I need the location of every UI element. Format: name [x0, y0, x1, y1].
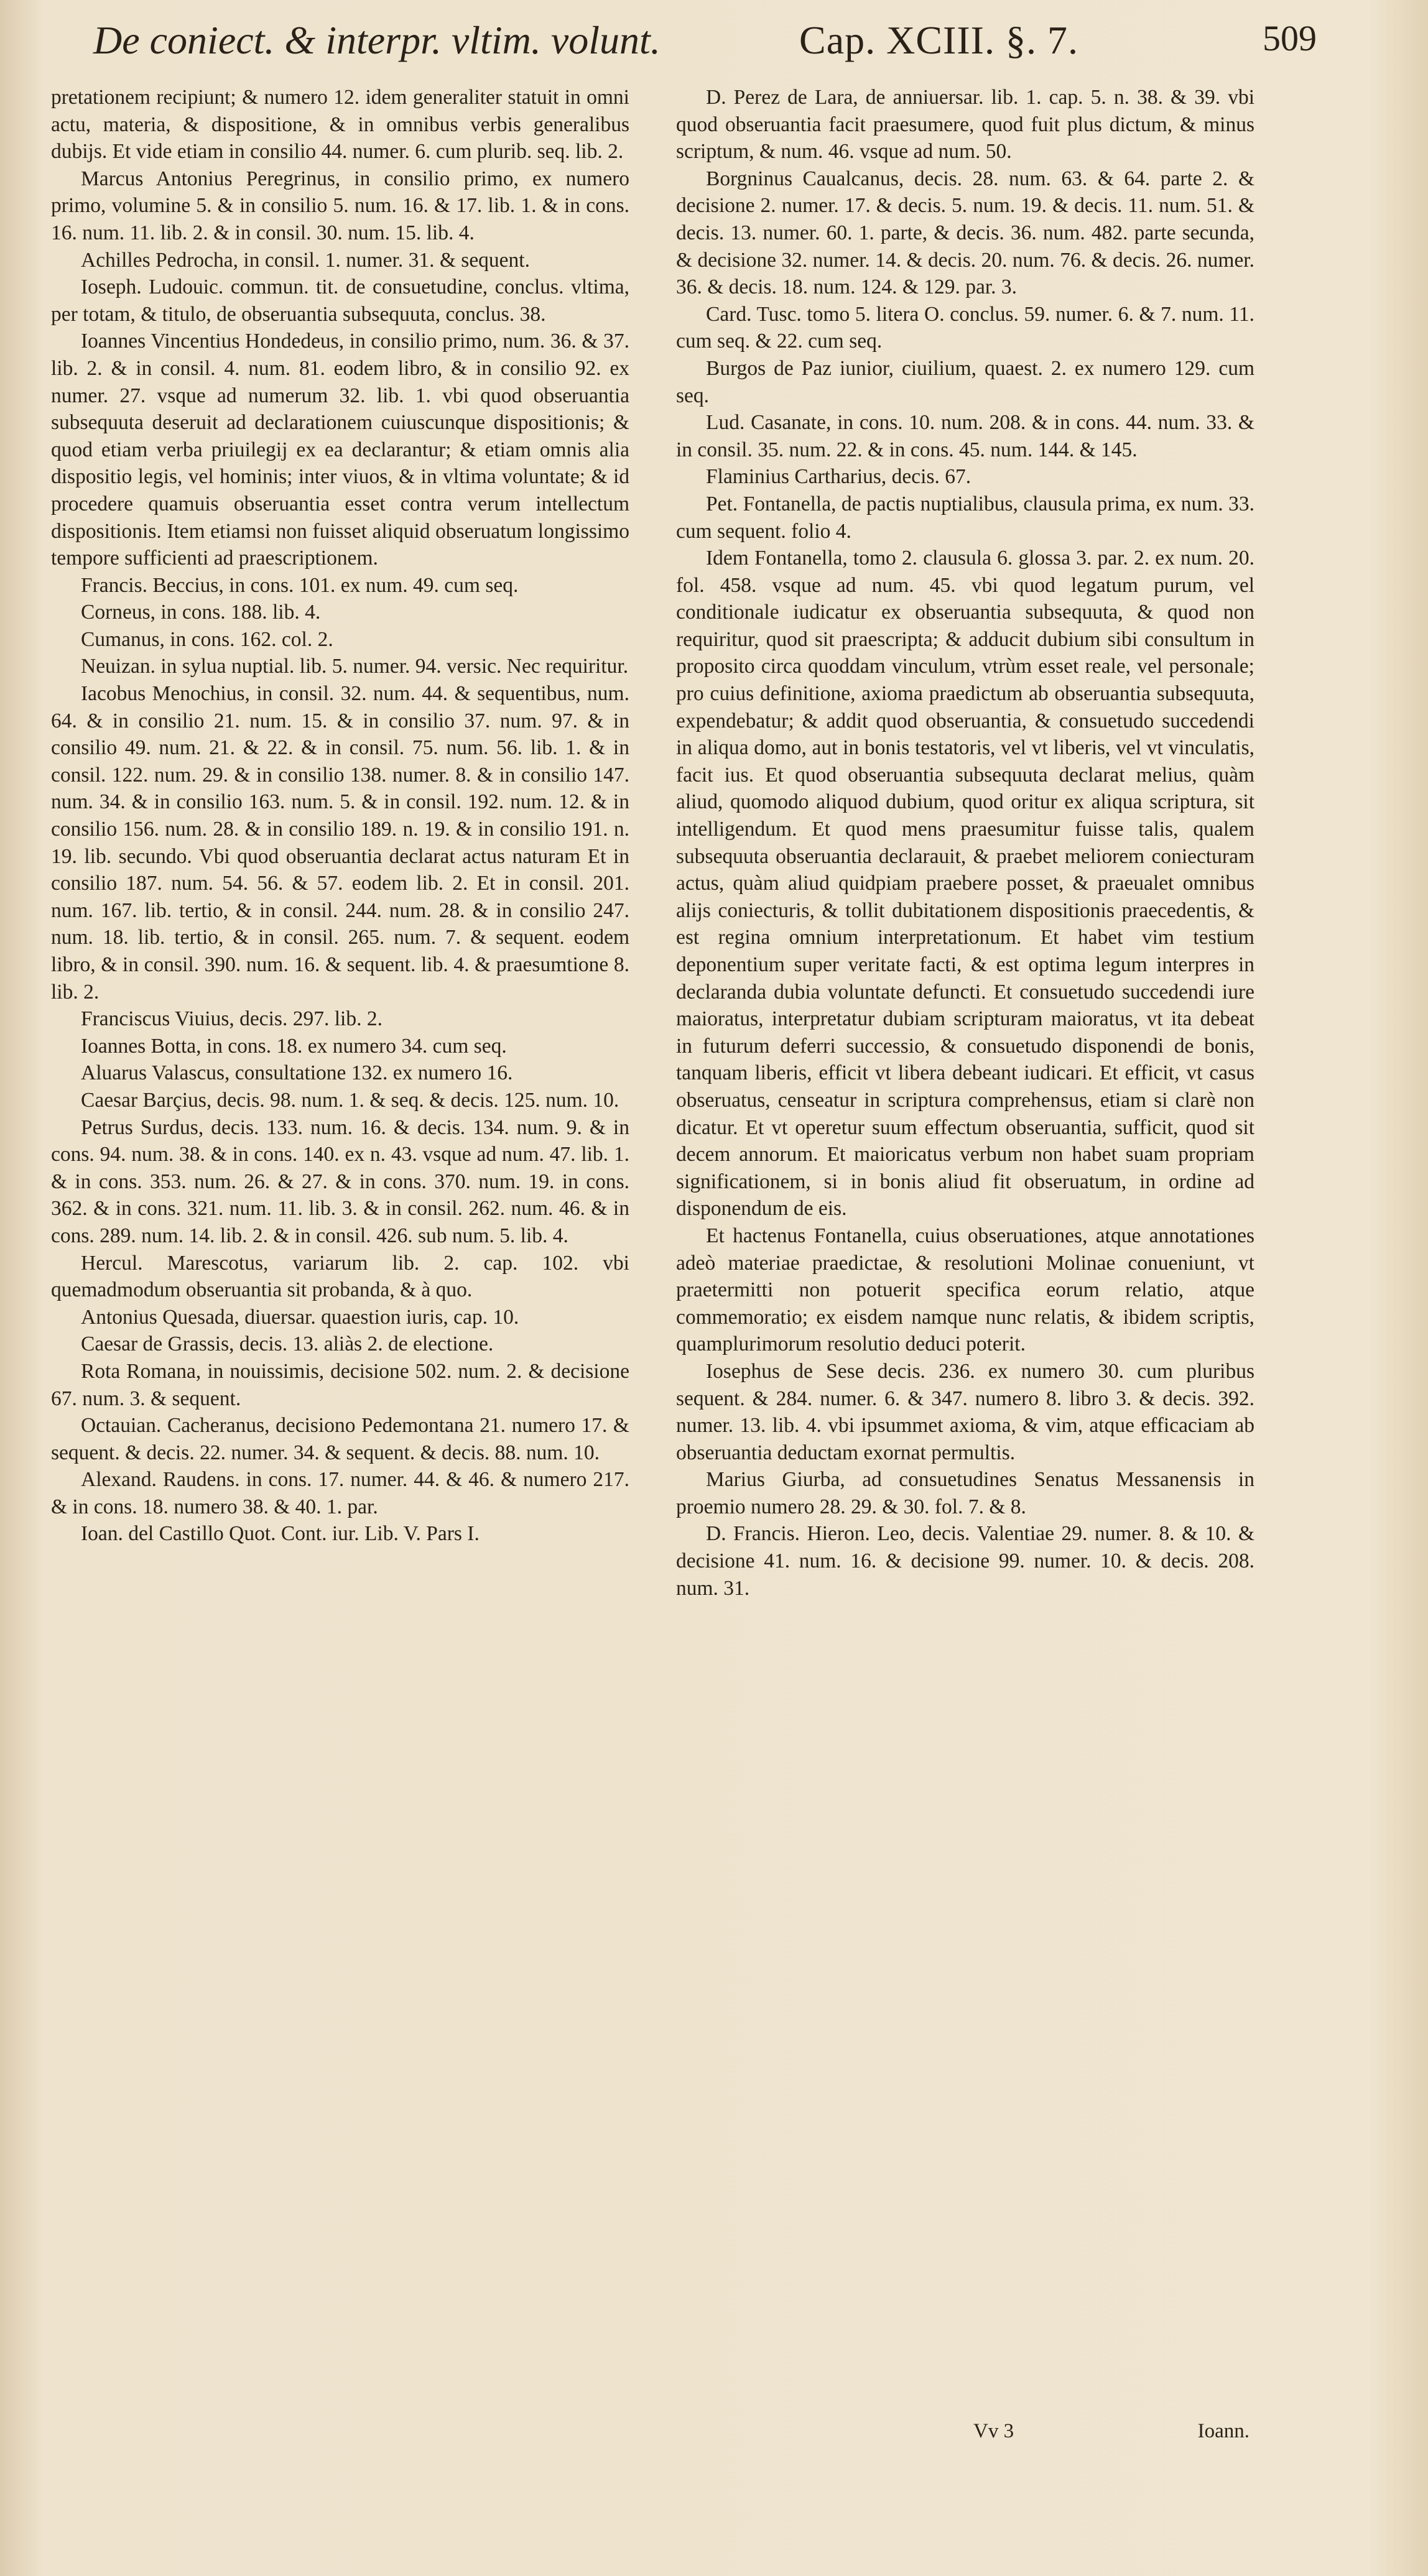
left-column: [51, 84, 629, 1548]
paragraph: Lud. Casanate, in cons. 10. num. 208. & in cons. 44. num. 33. & in consil. 35. num. 22. & in cons. 45. num. 144. & 145.: [676, 411, 1254, 461]
running-footnote: Ioan. del Castillo Quot. Cont. iur. Lib. V. Pars I.: [81, 1522, 480, 1546]
paragraph: Antonius Quesada, diuersar. quaestion iuris, cap. 10.: [81, 1305, 519, 1329]
paragraph: Caesar de Grassis, decis. 13. aliàs 2. de electione.: [81, 1332, 494, 1356]
paragraph: Burgos de Paz iunior, ciuilium, quaest. 2. ex numero 129. cum seq.: [676, 356, 1254, 407]
paragraph: Card. Tusc. tomo 5. litera O. conclus. 59. numer. 6. & 7. num. 11. cum seq. & 22. cum seq.: [676, 302, 1254, 353]
chapter-reference: Cap. XCIII. §. 7.: [799, 18, 1078, 62]
paragraph: Flaminius Cartharius, decis. 67.: [706, 465, 971, 489]
paragraph: pretationem recipiunt; & numero 12. idem generaliter statuit in omni actu, materia, & dispositione, & in omnibus verbis generalibus dubijs. Et vide etiam in consilio 44. numer. 6. cum plurib. seq. lib. 2.: [51, 86, 629, 164]
paragraph: Marius Giurba, ad consuetudines Senatus Messanensis in proemio numero 28. 29. & 30. fol. 7. & 8.: [676, 1468, 1254, 1518]
paragraph: Octauian. Cacheranus, decisiono Pedemontana 21. numero 17. & sequent. & decis. 22. numer. 34. & sequent. & decis. 88. num. 10.: [51, 1414, 629, 1464]
paragraph: Alexand. Raudens. in cons. 17. numer. 44. & 46. & numero 217. & in cons. 18. numero 38. & 40. 1. par.: [51, 1468, 629, 1518]
paragraph: Ioannes Botta, in cons. 18. ex numero 34. cum seq.: [81, 1034, 507, 1058]
paragraph: Petrus Surdus, decis. 133. num. 16. & decis. 134. num. 9. & in cons. 94. num. 38. & in cons. 140. ex n. 43. vsque ad num. 47. lib. 1. & in cons. 353. num. 26. & 27. & in cons. 370. num. 19. in cons. 362. & in cons. 321. num. 11. lib. 3. & in consil. 262. num. 46. & in cons. 289. num. 14. lib. 2. & in consil. 426. sub num. 5. lib. 4.: [51, 1115, 629, 1247]
catchword: Ioann.: [1197, 2420, 1250, 2442]
signature-mark: Vv 3: [973, 2420, 1014, 2442]
paragraph: Ioseph. Ludouic. commun. tit. de consuetudine, conclus. vltima, per totam, & titulo, de obseruantia subsequuta, conclus. 38.: [51, 275, 629, 326]
paragraph: D. Francis. Hieron. Leo, decis. Valentiae 29. numer. 8. & 10. & decisione 41. num. 16. & decisione 99. numer. 10. & decis. 208. num. 31.: [676, 1522, 1254, 1600]
paragraph: Hercul. Marescotus, variarum lib. 2. cap. 102. vbi quemadmodum obseruantia sit probanda, & à quo.: [51, 1251, 629, 1302]
paragraph: Neuizan. in sylua nuptial. lib. 5. numer. 94. versic. Nec requiritur.: [81, 655, 629, 678]
paragraph: Ioannes Vincentius Hondedeus, in consilio primo, num. 36. & 37. lib. 2. & in consil. 4. num. 81. eodem libro, & in consilio 92. ex numer. 27. vsque ad numerum 32. lib. 1. vbi quod obseruantia subsequuta deseruit ad declarationem cuiuscunque dispositionis; & quod etiam verba priuilegij ex ea declarantur; & etiam omnis alia dispositio legis, vel hominis; inter viuos, & in vltima voluntate; & id procedere quamuis obseruantia esset contra verum intellectum dispositionis. Item etiamsi non fuisset aliquid obseruatum longissimo tempore sufficienti ad praescriptionem.: [51, 330, 629, 570]
paragraph: Aluarus Valascus, consultatione 132. ex numero 16.: [81, 1061, 513, 1085]
paragraph: Francis. Beccius, in cons. 101. ex num. 49. cum seq.: [81, 573, 519, 597]
paragraph: Caesar Barçius, decis. 98. num. 1. & seq. & decis. 125. num. 10.: [81, 1088, 619, 1112]
paragraph: Rota Romana, in nouissimis, decisione 502. num. 2. & decisione 67. num. 3. & sequent.: [51, 1359, 629, 1410]
paragraph: Borgninus Caualcanus, decis. 28. num. 63. & 64. parte 2. & decisione 2. numer. 17. & decis. 5. num. 19. & decis. 11. num. 51. & decis. 13. numer. 60. 1. parte, & decis. 36. num. 482. parte secunda, & decisione 32. numer. 14. & decis. 20. num. 76. & decis. 26. numer. 36. & decis. 18. num. 124. & 129. par. 3.: [676, 167, 1254, 299]
paragraph: Achilles Pedrocha, in consil. 1. numer. 31. & sequent.: [81, 248, 530, 272]
paragraph: Franciscus Viuius, decis. 297. lib. 2.: [81, 1007, 382, 1031]
paragraph: Idem Fontanella, tomo 2. clausula 6. glossa 3. par. 2. ex num. 20. fol. 458. vsque ad num. 45. vbi quod legatum purum, vel conditionale iudicatur ex obseruantia subsequuta, & quod non requiritur, quod sit praescripta; & adducit dubium sibi consultum in proposito circa quoddam vinculum, vtrùm esset reale, vel personale; pro cuius definitione, axioma praedictum ab obseruantia subsequuta, expendebatur; & addit quod obseruantia, & consuetudo succedendi in aliqua domo, aut in bonis testatoris, vel vt liberis, vel vt vinculatis, facit ius. Et quod obseruantia subsequuta declarat melius, quàm aliud, quomodo aliquod dubium, quod oritur ex aliqua scriptura, sit intelligendum. Et quod mens praesumitur fuisse talis, qualem subsequuta obseruantia declarauit, & praebet meliorem coniecturam actus, quàm aliud quidpiam praebere posset, & praeualet omnibus alijs coniecturis, & tollit dubitationem dispositionis praecedentis, & est regina omnium interpretationum. Et habet vim testium deponentium super veritate facti, & est optima legum interpres in declaranda dubia voluntate defuncti. Et consuetudo succedendi iure maioratus, interpretatur dubiam scripturam maioratus, vt ita debeat in futurum deferri successio, & consuetudo disponendi de bonis, tanquam liberis, efficit vt libera debeant iudicari. Et efficit, vt casus obseruatus, censeatur in scriptura comprehensus, etiam si clarè non dicatur. Et vt operetur suum effectum obseruantia, sufficit, quod sit decem annorum. Et maioricatus verbum non habet suam propriam significationem, si in bonis aliud fit obseruatum, in ordine ad disponendum de eis.: [676, 547, 1254, 1221]
paragraph: Iosephus de Sese decis. 236. ex numero 30. cum pluribus sequent. & 284. numer. 6. & 347. numero 8. libro 3. & decis. 392. numer. 13. lib. 4. vbi ipsummet axioma, & vim, atque efficaciam ab obseruantia deductam exornat permultis.: [676, 1359, 1254, 1464]
running-title: De coniect. & interpr. vltim. volunt.: [93, 18, 661, 62]
page-header: [93, 12, 1399, 81]
paragraph: Et hactenus Fontanella, cuius obseruationes, atque annotationes adeò materiae praedictae, & resolutioni Molinae conueniunt, vt praetermitti non potuerit specifica eorum relatio, atque commemoratio; ex eisdem namque nunc relatis, & ibidem scriptis, quamplurimorum resolutio deduci poterit.: [676, 1224, 1254, 1356]
paragraph: Marcus Antonius Peregrinus, in consilio primo, ex numero primo, volumine 5. & in consilio 5. num. 16. & 17. lib. 1. & in cons. 16. num. 11. lib. 2. & in consil. 30. num. 15. lib. 4.: [51, 167, 629, 244]
paragraph: Iacobus Menochius, in consil. 32. num. 44. & sequentibus, num. 64. & in consilio 21. num. 15. & in consilio 37. num. 97. & in consilio 49. num. 21. & 22. & in consil. 75. num. 56. lib. 1. & in consil. 122. num. 29. & in consilio 138. numer. 8. & in consilio 147. num. 34. & in consilio 163. num. 5. & in consil. 192. num. 12. & in consilio 156. num. 28. & in consilio 189. n. 19. & in consilio 191. n. 19. lib. secundo. Vbi quod obseruantia declarat actus naturam Et in consilio 187. num. 54. 56. & 57. eodem lib. 2. Et in consil. 201. num. 167. lib. tertio, & in consil. 244. num. 28. & in consilio 247. num. 18. lib. tertio, & in consil. 265. num. 7. & sequent. eodem libro, & in consil. 390. num. 16. & sequent. lib. 4. & praesumtione 8. lib. 2.: [51, 682, 629, 1004]
paragraph: Cumanus, in cons. 162. col. 2.: [81, 627, 333, 651]
page-number: 509: [1263, 18, 1317, 58]
right-column: [676, 84, 1254, 1602]
paragraph: Corneus, in cons. 188. lib. 4.: [81, 601, 321, 624]
page-footer: [676, 2417, 1254, 2445]
paragraph: D. Perez de Lara, de anniuersar. lib. 1. cap. 5. n. 38. & 39. vbi quod obseruantia facit praesumere, quod fuit plus dictum, & minus scriptum, & num. 46. vsque ad num. 50.: [676, 86, 1254, 164]
paragraph: Pet. Fontanella, de pactis nuptialibus, clausula prima, ex num. 33. cum sequent. folio 4.: [676, 492, 1254, 543]
